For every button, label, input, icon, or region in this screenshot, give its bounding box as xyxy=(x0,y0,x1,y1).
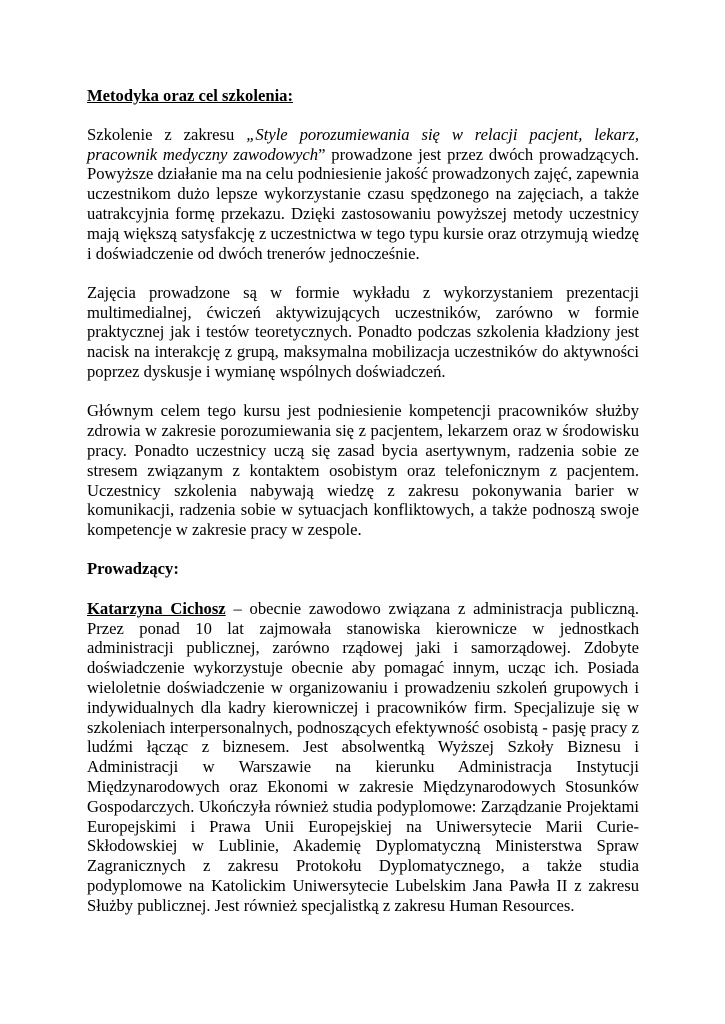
spacer xyxy=(87,106,639,125)
course-title: „Style porozumiewania się w relacji pacjent, lekarz, pracownik medyczny zawodowych xyxy=(87,124,639,164)
trainers-heading: Prowadzący: xyxy=(87,559,179,579)
methodology-paragraph-2: Zajęcia prowadzone są w formie wykładu z wykorzystaniem prezentacji multimedialnej, ćwiczeń aktywizujących uczestników, zarówno w formie praktycznej jak i testów teoretycznych. Ponadto podczas szkolenia kładziony jest nacisk na interakcję z grupą, maksymalna mobilizacja uczestników do aktywności poprzez dyskusje i wymianę wspólnych doświadczeń. xyxy=(87,282,639,382)
spacer xyxy=(87,540,639,560)
document-page xyxy=(87,86,639,915)
trainer-bio-paragraph xyxy=(87,599,639,916)
spacer xyxy=(87,382,639,402)
trainer-name: Katarzyna Cichosz xyxy=(87,598,226,618)
paragraph-prefix: Szkolenie z zakresu xyxy=(87,124,247,144)
paragraph-rest: ” prowadzone jest przez dwóch prowadzących. Powyższe działanie ma na celu podniesienie jakość prowadzonych zajęć, zapewnia uczestnikom dużo lepsze wykorzystanie czasu spędzonego na zajęciach, a także uatrakcyjnia formę przekazu. Dzięki zastosowaniu powyższej metody uczestnicy mają większą satysfakcję z uczestnictwa w tego typu kursie oraz otrzymują wiedzę i doświadczenie od dwóch trenerów jednocześnie. xyxy=(87,144,639,263)
spacer xyxy=(87,263,639,283)
methodology-paragraph-1 xyxy=(87,125,639,264)
trainer-bio: – obecnie zawodowo związana z administracja publiczną. Przez ponad 10 lat zajmowała stanowiska kierownicze w jednostkach administracji publicznej, zarówno rządowej jaki i samorządowej. Zdobyte doświadczenie wykorzystuje obecnie aby pomagać innym, ucząc ich. Posiada wieloletnie doświadczenie w organizowaniu i prowadzeniu szkoleń grupowych i indywidualnych dla kadry kierowniczej i pracowników firm. Specjalizuje się w szkoleniach interpersonalnych, podnoszących efektywność osobistą - pasję pracy z ludźmi łącząc z biznesem. Jest absolwentką Wyższej Szkoły Biznesu i Administracji w Warszawie na kierunku Administracja Instytucji Międzynarodowych oraz Ekonomi w zakresie Międzynarodowych Stosunków Gospodarczych. Ukończyła również studia podyplomowe: Zarządzanie Projektami Europejskimi i Prawa Unii Europejskiej na Uniwersytecie Marii Curie-Skłodowskiej w Lublinie, Akademię Dyplomatyczną Ministerstwa Spraw Zagranicznych z zakresu Protokołu Dyplomatycznego, a także studia podyplomowe na Katolickim Uniwersytecie Lubelskim Jana Pawła II z zakresu Służby publicznej. Jest również specjalistką z zakresu Human Resources. xyxy=(87,598,639,915)
methodology-heading: Metodyka oraz cel szkolenia: xyxy=(87,86,293,105)
spacer xyxy=(87,579,639,599)
goal-paragraph: Głównym celem tego kursu jest podniesienie kompetencji pracowników służby zdrowia w zakresie porozumiewania się z pacjentem, lekarzem oraz w środowisku pracy. Ponadto uczestnicy uczą się zasad bycia asertywnym, radzenia sobie ze stresem związanym z kontaktem osobistym oraz telefonicznym z pacjentem. Uczestnicy szkolenia nabywają wiedzę z zakresu pokonywania barier w komunikacji, radzenia sobie w sytuacjach konfliktowych, a także podnoszą swoje kompetencje w zakresie pracy w zespole. xyxy=(87,401,639,540)
